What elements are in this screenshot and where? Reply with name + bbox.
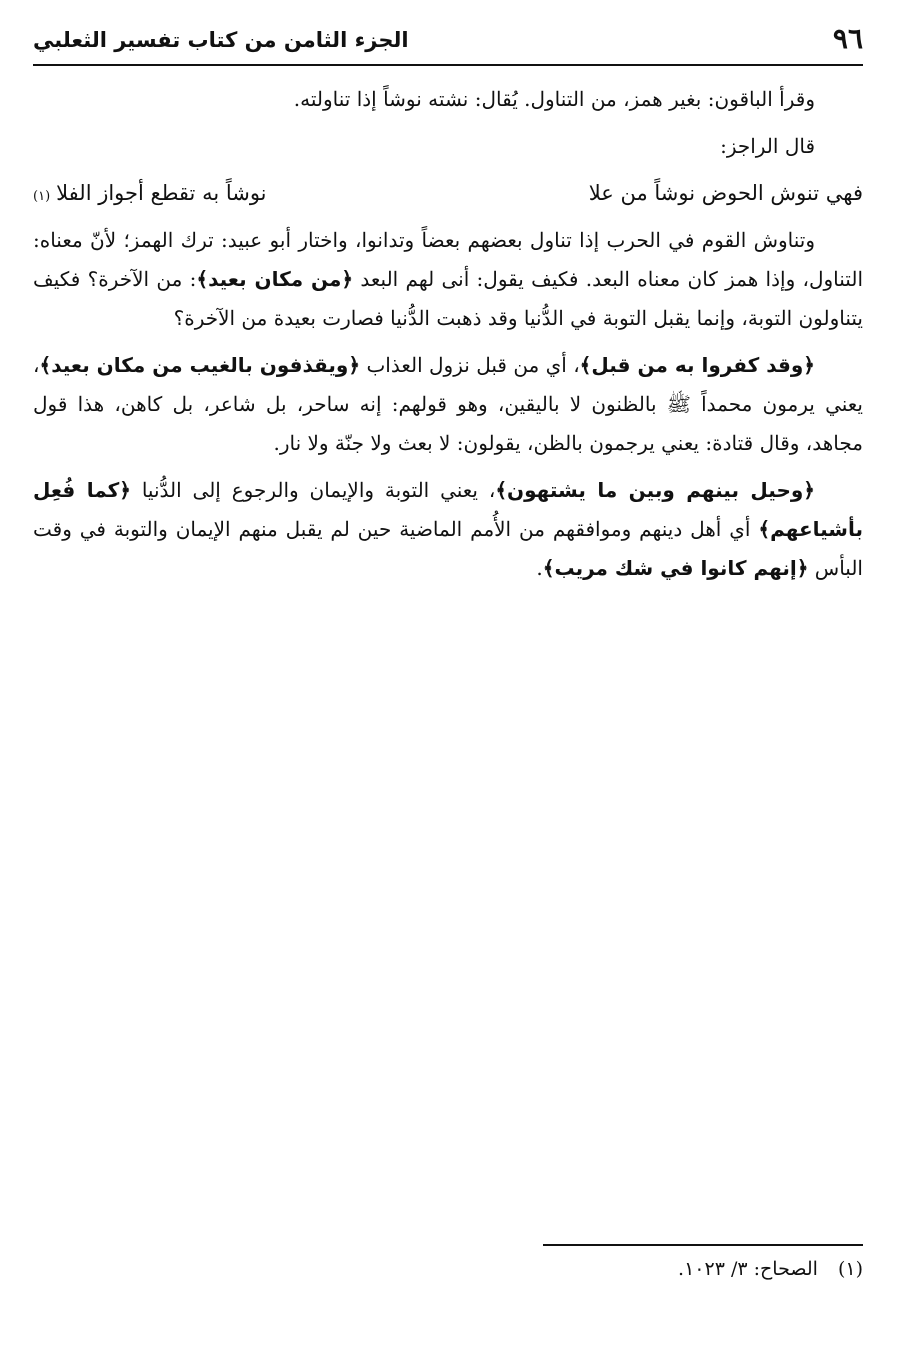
- footnote-text: الصحاح: ٣/ ١٠٢٣.: [678, 1258, 818, 1280]
- poem-intro: قال الراجز:: [720, 134, 815, 158]
- poem-hemistich-first: فهي تنوش الحوض نوشاً من علا: [588, 181, 863, 205]
- footnote: [678, 1258, 863, 1280]
- quran-quote: ﴿وقد كفروا به من قبل﴾: [579, 353, 816, 377]
- paragraph-text: : من الآخرة؟ فكيف يتناولون التوبة، وإنما يقبل التوبة في الدُّنيا وقد ذهبت الدُّنيا فصارت بعيدة من الآخرة؟: [33, 267, 863, 330]
- quran-quote: ﴿إنهم كانوا في شك مريب﴾: [542, 556, 809, 580]
- paragraph-text: وتناوش القوم في الحرب إذا تناول بعضهم بعضاً وتدانوا، واختار أبو عبيد: ترك الهمز؛ لأنّ معناه: التناول، وإذا همز كان معناه البعد. فكيف يقول: أنى لهم البعد: [33, 228, 863, 291]
- paragraph-text: ، أي من قبل نزول العذاب: [366, 353, 580, 377]
- quran-quote: ﴿من مكان بعيد﴾: [196, 267, 354, 291]
- poem-verse: [33, 174, 863, 213]
- poem-hemistich-second-wrap: نوشاً به تقطع أجواز الفلا (١): [33, 174, 267, 213]
- poem-hemistich-second: نوشاً به تقطع أجواز الفلا: [56, 181, 267, 205]
- quran-quote: ﴿وحيل بينهم وبين ما يشتهون﴾: [495, 478, 816, 502]
- paragraph-text: ، يعني التوبة والإيمان والرجوع إلى الدُّنيا: [141, 478, 496, 502]
- paragraph-qiraa: [33, 80, 863, 119]
- footnote-divider: [543, 1244, 863, 1246]
- main-text: [33, 80, 863, 596]
- paragraph-text: أي أهل دينهم وموافقهم من الأُمم الماضية حين لم يقبل منهم الإيمان والتوبة في وقت البأس: [33, 517, 863, 580]
- paragraph-text: وقرأ الباقون: بغير همز، من التناول. يُقال: نشته نوشاً إذا تناولته.: [293, 87, 815, 111]
- paragraph-end: .: [536, 556, 543, 580]
- page-header: [33, 14, 863, 66]
- paragraph-text: ، يعني يرمون محمداً ﷺ بالظنون لا باليقين، وهو قولهم: إنه ساحر، بل شاعر، بل كاهن، هذا قول مجاهد، وقال قتادة: يعني يرجمون بالظن، يقولون: لا بعث ولا جنّة ولا نار.: [33, 353, 863, 455]
- paragraph-tanawush: [33, 221, 863, 338]
- footnote-number: (١): [837, 1258, 863, 1280]
- running-title: الجزء الثامن من كتاب تفسير الثعلبي: [33, 28, 409, 52]
- quran-quote: ﴿كما فُعِل بأشياعهم﴾: [33, 478, 863, 541]
- quran-quote: ﴿ويقذفون بالغيب من مكان بعيد﴾: [39, 353, 361, 377]
- paragraph-kafaru: [33, 346, 863, 463]
- page-number: ٩٦: [832, 22, 863, 55]
- paragraph-heela: [33, 471, 863, 588]
